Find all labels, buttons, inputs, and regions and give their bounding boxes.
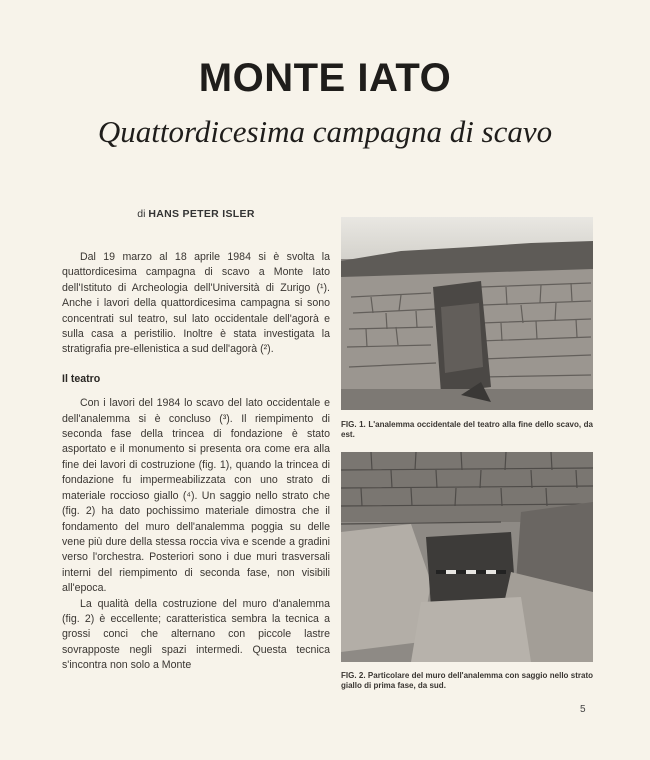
byline (62, 208, 330, 220)
author-name: HANS PETER ISLER (148, 208, 255, 220)
intro-paragraph: Dal 19 marzo al 18 aprile 1984 si è svolta la quattordicesima campagna di scavo a Monte Iato dell'Istituto di Archeologia dell'Università di Zurigo (¹). Anche i lavori della quattordicesima campagna si sono concentrati sul teatro, sul lato occidentale dell'agorà e sulla casa a peristilio. Inoltre è stata investigata la stratigrafia pre-ellenistica a sud dell'agorà (²). (62, 251, 330, 356)
body-column (62, 250, 330, 674)
figure-2-caption: FIG. 2. Particolare del muro dell'analemma con saggio nello strato giallo di prima fase, da sud. (341, 671, 593, 690)
section-heading: Il teatro (62, 372, 101, 385)
byline-prefix: di (137, 208, 146, 220)
body-paragraph: Con i lavori del 1984 lo scavo del lato occidentale e dell'analemma si è concluso (³). Il riempimento di seconda fase della trincea di fondazione è stato asportato e il monumento si presenta ora come era alla fine dei lavori di costruzione (fig. 1), quando la trincea di fondazione fu impermeabilizzata con uno strato di materiale roccioso giallo (⁴). Un saggio nello strato che (fig. 2) ha dato pochissimo materiale dimostra che il fondamento del muro dell'analemma poggia su delle vene più dure della stessa roccia viva e scende a gradini verso l'orchestra. Posteriori sono i due muri trasversali interni del riempimento di seconda fase, non visibili all'epoca. (62, 397, 330, 595)
figure-1-photo (341, 217, 593, 410)
article-title: MONTE IATO (198, 56, 452, 100)
article-subtitle: Quattordicesima campagna di scavo (97, 114, 553, 149)
figure-2-photo (341, 452, 593, 662)
body-paragraph: La qualità della costruzione del muro d'analemma (fig. 2) è eccellente; caratteristica sembra la tecnica a grossi conci che alternano con piccole lastre sovrapposte negli spazi intermedi. Questa tecnica s'incontra non solo a Monte (62, 597, 330, 672)
page-number: 5 (580, 704, 586, 715)
figure-1-caption: FIG. 1. L'analemma occidentale del teatro alla fine dello scavo, da est. (341, 420, 593, 439)
